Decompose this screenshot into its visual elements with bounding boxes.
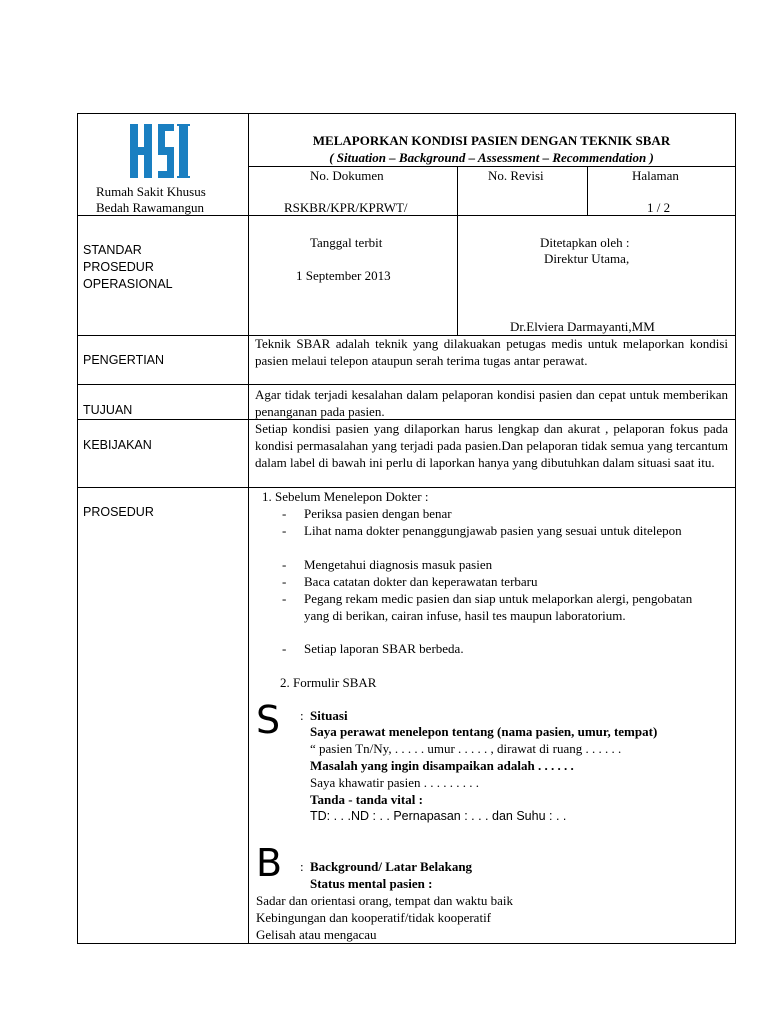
step-2-heading: 2. Formulir SBAR [280,675,377,690]
table-border-bottom [77,943,735,944]
list-item: Lihat nama dokter penanggungjawab pasien yang sesuai untuk ditelepon [304,523,682,538]
table-border-left [77,113,78,944]
sop-label-line1: STANDAR [83,243,142,257]
background-line: Kebingungan dan kooperatif/tidak kooperatif [256,910,492,925]
kebijakan-label: KEBIJAKAN [83,438,152,452]
document-subtitle: ( Situation – Background – Assessment – Recommendation ) [329,150,654,165]
situasi-line: Masalah yang ingin disampaikan adalah . . . . . . [310,758,574,773]
table-rule [587,166,588,216]
background-line: Gelisah atau mengacau [256,927,377,942]
table-rule [457,166,458,336]
situasi-line: “ pasien Tn/Ny, . . . . . umur . . . . . , dirawat di ruang . . . . . . [310,741,622,756]
situasi-title: Situasi [310,708,348,723]
table-border-top [77,113,735,114]
hospital-name-line2: Bedah Rawamangun [96,200,204,215]
sbar-b-letter: B [256,841,283,885]
page-label: Halaman [632,168,679,183]
sbar-s-letter: S [256,698,281,742]
approved-by-label: Ditetapkan oleh : [540,235,630,250]
hospital-logo [128,122,190,180]
list-item: Pegang rekam medic pasien dan siap untuk melaporkan alergi, pengobatan yang di berikan, cairan infuse, hasil tes maupun laboratorium. [304,591,693,623]
situasi-line: Saya khawatir pasien . . . . . . . . . [310,775,479,790]
table-border-right [735,113,736,944]
list-bullet: - [282,506,287,521]
issue-date-value: 1 September 2013 [296,268,391,283]
list-bullet: - [282,557,287,572]
list-bullet: - [282,641,287,656]
hospital-name-line1: Rumah Sakit Khusus [96,184,206,199]
list-bullet: - [282,523,287,538]
background-title: Background/ Latar Belakang [310,859,473,874]
pengertian-text: Teknik SBAR adalah teknik yang dilakuakan petugas medis untuk melaporkan kondisi pasien melaui telepon ataupun serah terima tugas antar perawat. [255,336,728,368]
prosedur-label: PROSEDUR [83,505,154,519]
list-item: Setiap laporan SBAR berbeda. [304,641,464,656]
situasi-line: TD: . . .ND : . . Pernapasan : . . . dan Suhu : . . [310,809,567,823]
pengertian-label: PENGERTIAN [83,353,165,367]
background-line: Sadar dan orientasi orang, tempat dan waktu baik [256,893,514,908]
sbar-colon: : [300,708,304,723]
situasi-line: Tanda - tanda vital : [310,792,423,807]
background-line: Status mental pasien : [310,876,433,891]
sop-label-line3: OPERASIONAL [83,277,173,291]
list-item: Baca catatan dokter dan keperawatan terbaru [304,574,538,589]
tujuan-text: Agar tidak terjadi kesalahan dalam pelaporan kondisi pasien dan cepat untuk memberikan penanganan pada pasien. [255,387,728,419]
list-item: Mengetahui diagnosis masuk pasien [304,557,493,572]
table-rule [77,384,735,385]
sop-label-line2: PROSEDUR [83,260,154,274]
list-item: Periksa pasien dengan benar [304,506,452,521]
step-1-heading: 1. Sebelum Menelepon Dokter : [262,489,429,504]
document-title: MELAPORKAN KONDISI PASIEN DENGAN TEKNIK SBAR [312,133,671,148]
doc-number-label: No. Dokumen [310,168,384,183]
doc-number-value: RSKBR/KPR/KPRWT/ [284,200,408,215]
list-bullet: - [282,591,287,606]
issue-date-label: Tanggal terbit [310,235,383,250]
approver-role: Direktur Utama, [544,251,630,266]
sbar-colon: : [300,859,304,874]
approver-name: Dr.Elviera Darmayanti,MM [510,319,655,334]
kebijakan-text: Setiap kondisi pasien yang dilaporkan harus lengkap dan akurat , pelaporan fokus pada kondisi permasalahan yang terjadi pada pasien.Dan pelaporan tidak semua yang tercantum dalam label di bawah ini perlu di laporkan hanya yang dibutuhkan dalam situasi saat itu. [255,421,728,470]
list-bullet: - [282,574,287,589]
table-rule [248,113,249,944]
tujuan-label: TUJUAN [83,403,133,417]
page-value: 1 / 2 [647,200,671,215]
situasi-line: Saya perawat menelepon tentang (nama pasien, umur, tempat) [310,724,658,739]
revision-label: No. Revisi [488,168,544,183]
